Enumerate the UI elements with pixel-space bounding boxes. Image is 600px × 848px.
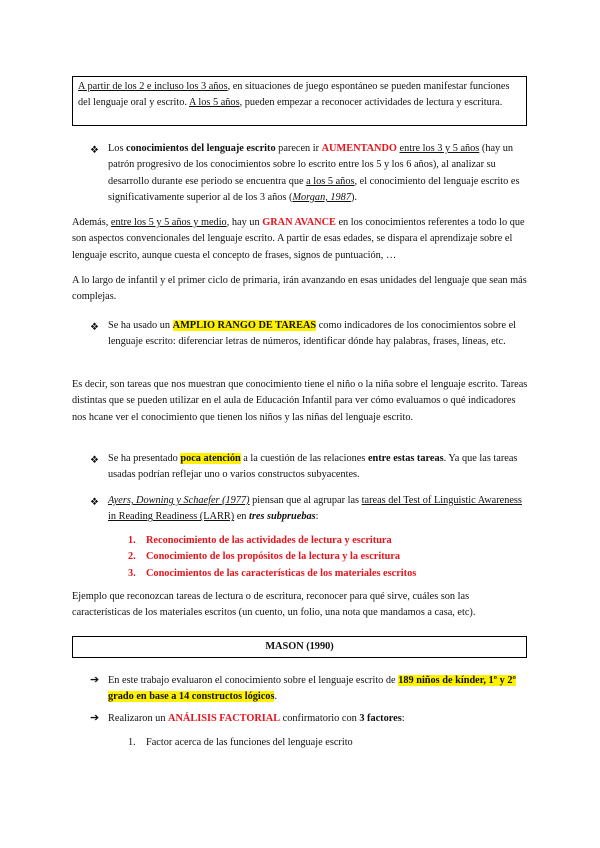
factor-list-item: 1. Factor acerca de las funciones del lenguaje escrito [128, 737, 353, 748]
diamond-bullet-icon: ❖ [90, 497, 99, 508]
paragraph-ademas: Además, entre los 5 y 5 años y medio, hay un GRAN AVANCE en los conocimientos referentes a todo lo que son aspectos convencionales del lenguaje escrito. A partir de esas edades, se dispara el aprendizaje sobre el lenguaje escrito, aunque cuesta el concepto de frases, signos de puntuación, … [72, 217, 525, 261]
intro-box: A partir de los 2 e incluso los 3 años, en situaciones de juego espontáneo se pueden manifestar funciones del lenguaje oral y escrito. A los 5 años, pueden empezar a reconocer actividades de lectura y escritura. [72, 76, 527, 126]
poca-atencion-highlight: poca atención [180, 453, 241, 464]
aumentando-highlight: AUMENTANDO [321, 143, 397, 154]
diamond-bullet-icon: ❖ [90, 455, 99, 466]
bullet-paragraph-ayers: Ayers, Downing y Schaefer (1977) piensan que al agrupar las tareas del Test of Linguistic Awareness in Reading Readiness (LARR) en tres subpruebas: [108, 495, 522, 523]
section-heading-mason: MASON (1990) [72, 636, 527, 658]
arrow-right-icon: ➔ [90, 674, 100, 686]
list-item: 2. Conocimiento de los propósitos de la lectura y la escritura [128, 551, 401, 563]
gran-avance-highlight: GRAN AVANCE [262, 217, 336, 228]
bullet-paragraph-tareas: Se ha usado un AMPLIO RANGO DE TAREAS como indicadores de los conocimientos sobre el lenguaje escrito: diferenciar letras de números, identificar dónde hay palabras, frases, líneas, etc. [108, 320, 517, 348]
list-item: 1. Reconocimiento de las actividades de lectura y escritura [128, 535, 392, 546]
arrow-paragraph-analisis: Realizaron un ANÁLISIS FACTORIAL confirmatorio con 3 factores: [108, 713, 405, 724]
paragraph-es-decir: Es decir, son tareas que nos muestran que conocimiento tiene el niño o la niña sobre el lenguaje escrito. Tareas distintas que se pueden utilizar en el aula de Educación Infantil para ver cómo evaluamos o qué indicadores nos hcane ver el conocimiento que tienen los niños y las niñas del lenguaje escrito. [72, 379, 528, 423]
citation-ayers: Ayers, Downing y Schaefer (1977) [108, 495, 250, 506]
arrow-right-icon: ➔ [90, 712, 100, 724]
diamond-bullet-icon: ❖ [90, 322, 99, 333]
arrow-paragraph-mason-study: En este trabajo evaluaron el conocimiento sobre el lenguaje escrito de 189 niños de kínder, 1º y 2º grado en base a 14 constructos lógicos. [108, 675, 516, 703]
analisis-factorial-highlight: ANÁLISIS FACTORIAL [168, 713, 281, 724]
citation-morgan: Morgan, 1987 [292, 191, 351, 203]
subtests-list [128, 533, 528, 582]
sample-highlight: 189 niños de kínder, 1º y 2º grado en base a 14 constructos lógicos [108, 675, 516, 703]
amplio-rango-highlight: AMPLIO RANGO DE TAREAS [172, 320, 317, 331]
list-item: 3. Conocimientos de las características de los materiales escritos [128, 567, 417, 579]
paragraph-ejemplo: Ejemplo que reconozcan tareas de lectura o de escritura, reconocer para qué sirve, cuáles son las características de los materiales escritos (un cuento, un folio, una nota que mandamos a casa, etc). [72, 591, 476, 619]
paragraph-a-lo-largo: A lo largo de infantil y el primer ciclo de primaria, irán avanzando en esas unidades del lenguaje que sean más complejas. [72, 275, 527, 303]
diamond-bullet-icon: ❖ [90, 145, 99, 156]
intro-age-five: A los 5 años [188, 97, 240, 109]
intro-age-range: A partir de los 2 e incluso los 3 años [78, 81, 228, 92]
bullet-paragraph-conocimientos: Los conocimientos del lenguaje escrito parecen ir AUMENTANDO entre los 3 y 5 años (hay un patrón progresivo de los conocimientos sobre lo escrito entre los 5 y los 6 años), al analizar su desarrollo durante ese periodo se encuentra que a los 5 años, el conocimiento del lenguaje escrito es significativamente superior al de los 3 años (Morgan, 1987). [108, 143, 520, 203]
bullet-paragraph-poca-atencion: Se ha presentado poca atención a la cuestión de las relaciones entre estas tareas. Ya que las tareas usadas podrían reflejar uno o varios constructos subyacentes. [108, 453, 518, 481]
